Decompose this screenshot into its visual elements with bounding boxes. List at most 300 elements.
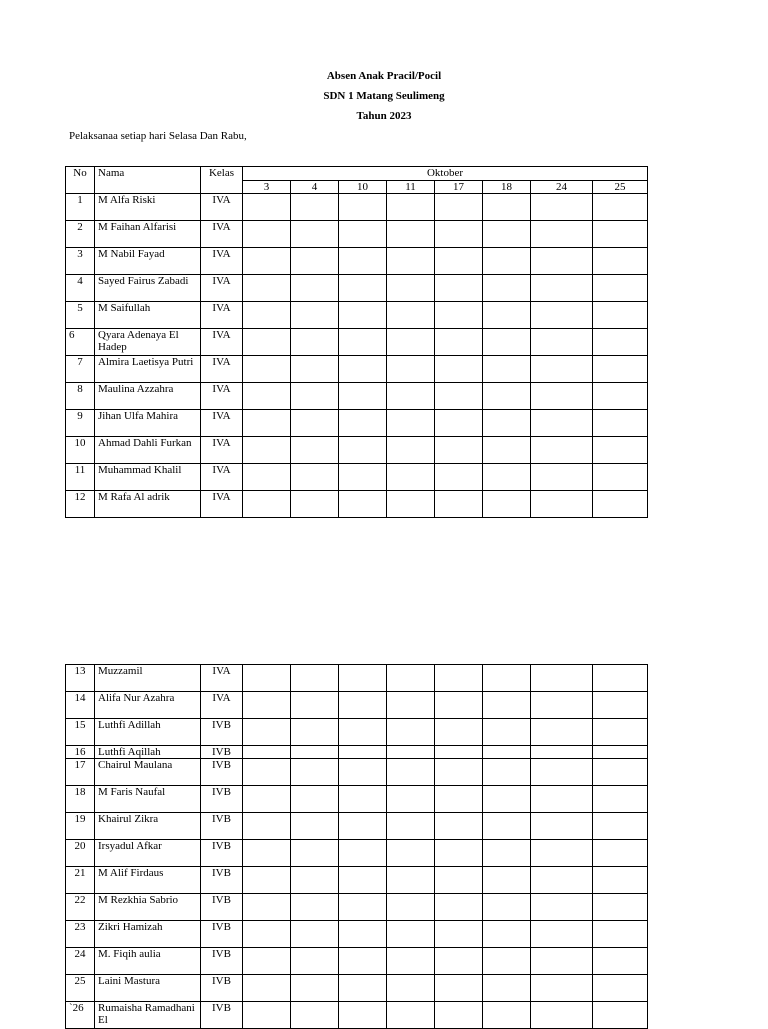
attendance-cell [483,894,531,921]
attendance-cell [593,948,648,975]
attendance-cell [339,275,387,302]
attendance-cell [531,975,593,1002]
header-date: 3 [243,181,291,194]
attendance-cell [291,746,339,759]
student-name: Luthfi Adillah [95,719,201,746]
attendance-cell [593,840,648,867]
row-number: 6 [66,329,95,356]
attendance-cell [435,840,483,867]
student-class: IVA [201,491,243,518]
student-name: M Saifullah [95,302,201,329]
attendance-cell [291,1002,339,1029]
table-row [66,692,648,719]
attendance-cell [593,894,648,921]
attendance-cell [243,813,291,840]
attendance-cell [435,1002,483,1029]
row-number: 25 [66,975,95,1002]
header-date: 11 [387,181,435,194]
attendance-cell [435,759,483,786]
attendance-cell [291,275,339,302]
attendance-cell [435,867,483,894]
student-class: IVA [201,248,243,275]
attendance-cell [339,329,387,356]
table-row [66,719,648,746]
attendance-cell [483,221,531,248]
attendance-cell [339,221,387,248]
attendance-cell [387,692,435,719]
student-name: M Nabil Fayad [95,248,201,275]
attendance-cell [243,894,291,921]
table-row [66,410,648,437]
attendance-cell [339,813,387,840]
header-nama: Nama [95,167,201,194]
row-number: 16 [66,746,95,759]
attendance-cell [483,692,531,719]
table-row [66,275,648,302]
table-row [66,329,648,356]
attendance-cell [593,813,648,840]
row-number: 15 [66,719,95,746]
student-class: IVB [201,975,243,1002]
attendance-cell [291,665,339,692]
attendance-cell [593,275,648,302]
attendance-cell [291,692,339,719]
student-class: IVB [201,867,243,894]
attendance-cell [531,786,593,813]
student-name: Jihan Ulfa Mahira [95,410,201,437]
attendance-cell [593,975,648,1002]
attendance-cell [291,948,339,975]
attendance-cell [291,410,339,437]
attendance-cell [531,719,593,746]
attendance-cell [593,786,648,813]
attendance-cell [435,275,483,302]
table-row [66,383,648,410]
student-class: IVB [201,786,243,813]
attendance-cell [387,410,435,437]
attendance-cell [483,464,531,491]
table-row [66,867,648,894]
student-class: IVB [201,719,243,746]
attendance-cell [243,692,291,719]
attendance-cell [531,302,593,329]
student-class: IVA [201,302,243,329]
student-class: IVA [201,356,243,383]
attendance-cell [243,1002,291,1029]
attendance-cell [387,464,435,491]
attendance-cell [593,410,648,437]
student-class: IVB [201,813,243,840]
attendance-cell [435,356,483,383]
attendance-cell [387,1002,435,1029]
student-class: IVB [201,746,243,759]
student-name: Chairul Maulana [95,759,201,786]
attendance-cell [387,221,435,248]
attendance-cell [387,921,435,948]
row-number: 1 [66,194,95,221]
attendance-cell [483,275,531,302]
attendance-cell [291,759,339,786]
attendance-cell [387,759,435,786]
row-number: 12 [66,491,95,518]
header-date: 25 [593,181,648,194]
attendance-cell [387,948,435,975]
attendance-cell [291,356,339,383]
attendance-cell [435,491,483,518]
header-date: 10 [339,181,387,194]
attendance-cell [291,437,339,464]
attendance-cell [483,759,531,786]
attendance-cell [339,719,387,746]
attendance-cell [593,759,648,786]
attendance-cell [593,692,648,719]
student-name: Irsyadul Afkar [95,840,201,867]
student-name: Ahmad Dahli Furkan [95,437,201,464]
attendance-cell [531,275,593,302]
attendance-cell [243,410,291,437]
attendance-cell [291,894,339,921]
student-name: M Alfa Riski [95,194,201,221]
attendance-cell [435,921,483,948]
table-row [66,948,648,975]
attendance-cell [339,1002,387,1029]
attendance-cell [387,867,435,894]
attendance-cell [291,248,339,275]
attendance-cell [483,719,531,746]
attendance-cell [435,665,483,692]
row-number: 9 [66,410,95,437]
attendance-cell [593,1002,648,1029]
row-number: 8 [66,383,95,410]
attendance-cell [483,356,531,383]
attendance-cell [339,975,387,1002]
school-name: SDN 1 Matang Seulimeng [323,90,445,102]
student-name: Almira Laetisya Putri [95,356,201,383]
attendance-cell [339,840,387,867]
attendance-cell [291,221,339,248]
attendance-cell [387,719,435,746]
attendance-cell [291,840,339,867]
attendance-cell [483,867,531,894]
table-row [66,786,648,813]
student-name: Maulina Azzahra [95,383,201,410]
student-class: IVA [201,194,243,221]
attendance-cell [387,840,435,867]
attendance-cell [531,746,593,759]
attendance-cell [243,921,291,948]
attendance-cell [435,786,483,813]
attendance-cell [387,894,435,921]
row-number: 21 [66,867,95,894]
attendance-cell [531,692,593,719]
attendance-cell [435,302,483,329]
attendance-cell [387,356,435,383]
attendance-cell [387,975,435,1002]
header-no: No [66,167,95,194]
table-row [66,248,648,275]
table-row [66,746,648,759]
attendance-cell [483,491,531,518]
student-class: IVA [201,221,243,248]
attendance-cell [243,437,291,464]
attendance-cell [243,194,291,221]
attendance-cell [387,746,435,759]
row-number: 20 [66,840,95,867]
student-class: IVA [201,275,243,302]
attendance-cell [435,329,483,356]
attendance-cell [435,464,483,491]
table-row [66,894,648,921]
table-row [66,437,648,464]
attendance-cell [243,356,291,383]
student-class: IVB [201,921,243,948]
attendance-cell [291,813,339,840]
attendance-cell [387,786,435,813]
row-number: 22 [66,894,95,921]
attendance-cell [291,921,339,948]
attendance-cell [483,329,531,356]
attendance-cell [387,383,435,410]
student-class: IVA [201,437,243,464]
attendance-cell [435,813,483,840]
attendance-cell [593,383,648,410]
student-name: Sayed Fairus Zabadi [95,275,201,302]
attendance-cell [291,329,339,356]
attendance-cell [435,719,483,746]
student-name: Muzzamil [95,665,201,692]
attendance-cell [435,248,483,275]
row-number: 10 [66,437,95,464]
attendance-cell [593,248,648,275]
attendance-cell [483,248,531,275]
attendance-cell [531,437,593,464]
header-date: 4 [291,181,339,194]
row-number: 7 [66,356,95,383]
attendance-cell [483,813,531,840]
header-kelas: Kelas [201,167,243,194]
table-row [66,759,648,786]
attendance-cell [339,786,387,813]
attendance-cell [593,746,648,759]
attendance-cell [593,464,648,491]
attendance-cell [483,948,531,975]
student-name: M Faris Naufal [95,786,201,813]
attendance-cell [483,665,531,692]
attendance-cell [339,491,387,518]
student-name: M Rafa Al adrik [95,491,201,518]
student-class: IVB [201,1002,243,1029]
attendance-cell [291,975,339,1002]
attendance-cell [243,464,291,491]
attendance-cell [593,719,648,746]
attendance-cell [435,410,483,437]
student-class: IVA [201,692,243,719]
table-row [66,221,648,248]
table-row [66,356,648,383]
attendance-cell [243,275,291,302]
attendance-cell [339,437,387,464]
student-name: Khairul Zikra [95,813,201,840]
attendance-cell [483,1002,531,1029]
student-name: Muhammad Khalil [95,464,201,491]
attendance-cell [243,786,291,813]
student-class: IVA [201,464,243,491]
attendance-cell [593,867,648,894]
attendance-cell [483,410,531,437]
attendance-cell [531,221,593,248]
attendance-cell [387,275,435,302]
student-class: IVB [201,894,243,921]
attendance-cell [243,719,291,746]
table-row [66,665,648,692]
attendance-cell [339,248,387,275]
attendance-cell [243,248,291,275]
attendance-cell [243,383,291,410]
row-number: 3 [66,248,95,275]
attendance-cell [435,194,483,221]
attendance-cell [291,786,339,813]
row-number: `26 [66,1002,95,1029]
attendance-cell [387,248,435,275]
attendance-cell [291,194,339,221]
attendance-cell [483,975,531,1002]
attendance-cell [593,329,648,356]
attendance-cell [339,194,387,221]
attendance-cell [483,383,531,410]
attendance-cell [339,746,387,759]
attendance-cell [435,948,483,975]
attendance-cell [483,437,531,464]
attendance-cell [531,948,593,975]
attendance-cell [339,356,387,383]
attendance-cell [593,665,648,692]
attendance-cell [291,719,339,746]
attendance-cell [435,437,483,464]
attendance-cell [593,437,648,464]
attendance-cell [483,194,531,221]
attendance-cell [387,491,435,518]
table-row [66,464,648,491]
attendance-cell [483,746,531,759]
student-name: M Faihan Alfarisi [95,221,201,248]
attendance-table-page2 [65,664,648,1029]
table-row [66,491,648,518]
attendance-cell [243,867,291,894]
student-class: IVB [201,948,243,975]
row-number: 5 [66,302,95,329]
attendance-cell [291,383,339,410]
attendance-cell [531,464,593,491]
table-row [66,840,648,867]
attendance-cell [339,867,387,894]
attendance-cell [339,410,387,437]
attendance-cell [339,921,387,948]
attendance-cell [531,921,593,948]
attendance-cell [387,302,435,329]
row-number: 23 [66,921,95,948]
attendance-cell [435,692,483,719]
attendance-table-page1 [65,166,648,518]
attendance-cell [531,329,593,356]
header-month: Oktober [243,167,648,181]
attendance-cell [435,383,483,410]
year-label: Tahun 2023 [356,110,412,122]
attendance-cell [243,221,291,248]
attendance-cell [291,302,339,329]
attendance-cell [243,329,291,356]
row-number: 24 [66,948,95,975]
attendance-cell [339,692,387,719]
attendance-cell [483,786,531,813]
attendance-cell [387,813,435,840]
row-number: 17 [66,759,95,786]
attendance-cell [243,840,291,867]
attendance-cell [593,221,648,248]
attendance-cell [531,840,593,867]
table-row [66,194,648,221]
attendance-cell [531,894,593,921]
attendance-cell [291,464,339,491]
header-date: 17 [435,181,483,194]
attendance-cell [531,491,593,518]
attendance-cell [243,665,291,692]
attendance-cell [531,356,593,383]
attendance-cell [291,867,339,894]
attendance-cell [593,491,648,518]
attendance-cell [339,665,387,692]
row-number: 18 [66,786,95,813]
attendance-cell [435,894,483,921]
attendance-cell [531,248,593,275]
student-name: M Rezkhia Sabrio [95,894,201,921]
attendance-cell [243,302,291,329]
student-class: IVA [201,410,243,437]
attendance-cell [339,383,387,410]
student-class: IVB [201,840,243,867]
row-number: 14 [66,692,95,719]
attendance-cell [387,437,435,464]
student-name: M. Fiqih aulia [95,948,201,975]
attendance-cell [531,665,593,692]
attendance-cell [339,948,387,975]
attendance-cell [593,302,648,329]
attendance-cell [243,948,291,975]
attendance-cell [531,813,593,840]
header-date: 18 [483,181,531,194]
attendance-cell [243,975,291,1002]
student-class: IVA [201,329,243,356]
row-number: 4 [66,275,95,302]
student-class: IVA [201,665,243,692]
attendance-cell [531,410,593,437]
row-number: 19 [66,813,95,840]
attendance-cell [243,746,291,759]
table-row [66,813,648,840]
attendance-cell [291,491,339,518]
row-number: 11 [66,464,95,491]
attendance-cell [339,894,387,921]
row-number: 13 [66,665,95,692]
table-row [66,921,648,948]
student-name: Zikri Hamizah [95,921,201,948]
attendance-cell [387,665,435,692]
schedule-note: Pelaksanaa setiap hari Selasa Dan Rabu, [69,130,247,142]
student-name: M Alif Firdaus [95,867,201,894]
attendance-cell [531,383,593,410]
student-class: IVA [201,383,243,410]
table-row [66,1002,648,1029]
attendance-cell [387,194,435,221]
